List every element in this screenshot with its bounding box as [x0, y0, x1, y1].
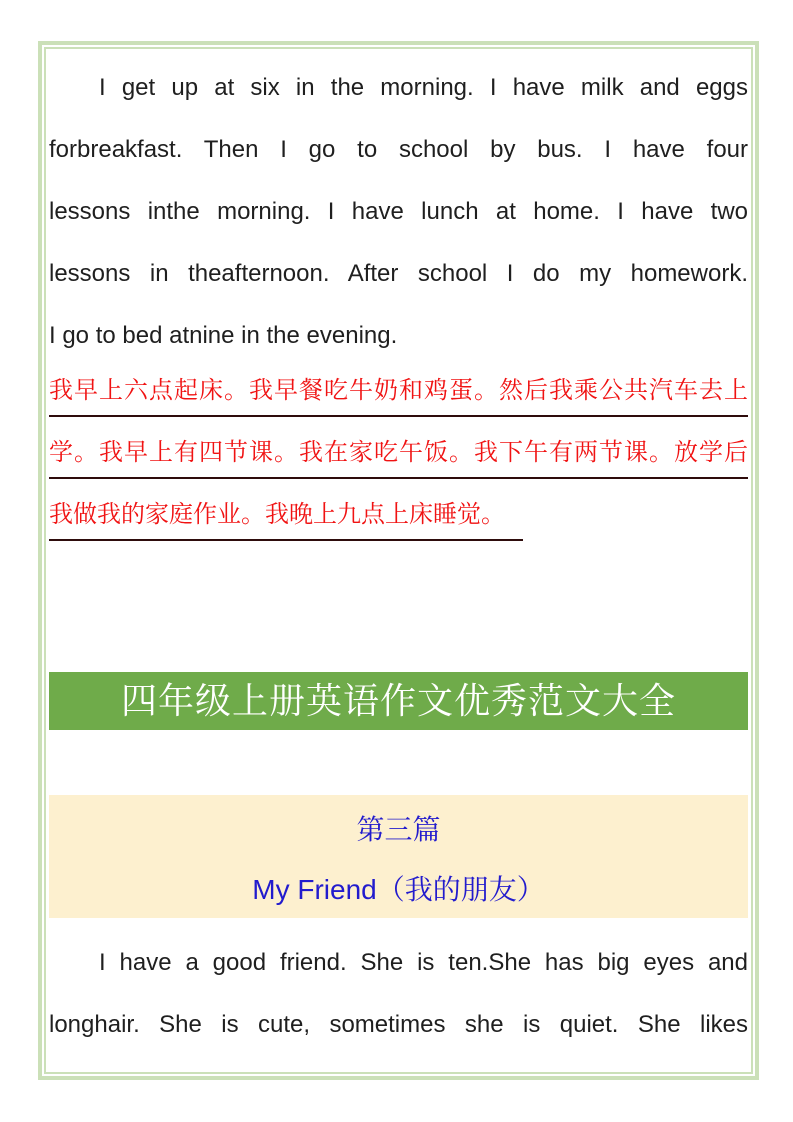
vertical-spacer — [49, 730, 748, 795]
section-number-heading: 第三篇 — [356, 814, 441, 845]
translation-line — [49, 491, 748, 541]
vertical-spacer — [49, 918, 748, 932]
translation-line: 我早上六点起床。我早餐吃牛奶和鸡蛋。然后我乘公共汽车去上 — [49, 367, 748, 417]
text-line: lessons in theafternoon. After school I do my homework. — [49, 260, 748, 287]
essay-section-header-card — [49, 795, 748, 918]
text-line: I get up at six in the morning. I have milk and eggs — [99, 74, 748, 101]
vertical-spacer — [49, 553, 748, 672]
text-line: I go to bed atnine in the evening. — [49, 322, 398, 349]
chinese-translation-paragraph — [49, 367, 748, 541]
page-border-frame — [44, 47, 753, 1074]
text-line: longhair. She is cute, sometimes she is quiet. She likes — [49, 1011, 748, 1038]
essay-title-heading: My Friend（我的朋友） — [252, 874, 545, 905]
english-paragraph-daily-routine — [49, 57, 748, 367]
collection-title-banner: 四年级上册英语作文优秀范文大全 — [49, 672, 748, 730]
text-line: lessons inthe morning. I have lunch at home. I have two — [49, 198, 748, 225]
english-paragraph-my-friend — [49, 932, 748, 1056]
text-line: forbreakfast. Then I go to school by bus. I have four — [49, 136, 748, 163]
text-line: I have a good friend. She is ten.She has big eyes and — [99, 949, 748, 976]
translation-line: 学。我早上有四节课。我在家吃午饭。我下午有两节课。放学后 — [49, 429, 748, 479]
underlined-text: 我做我的家庭作业。我晚上九点上床睡觉。 — [49, 491, 523, 541]
